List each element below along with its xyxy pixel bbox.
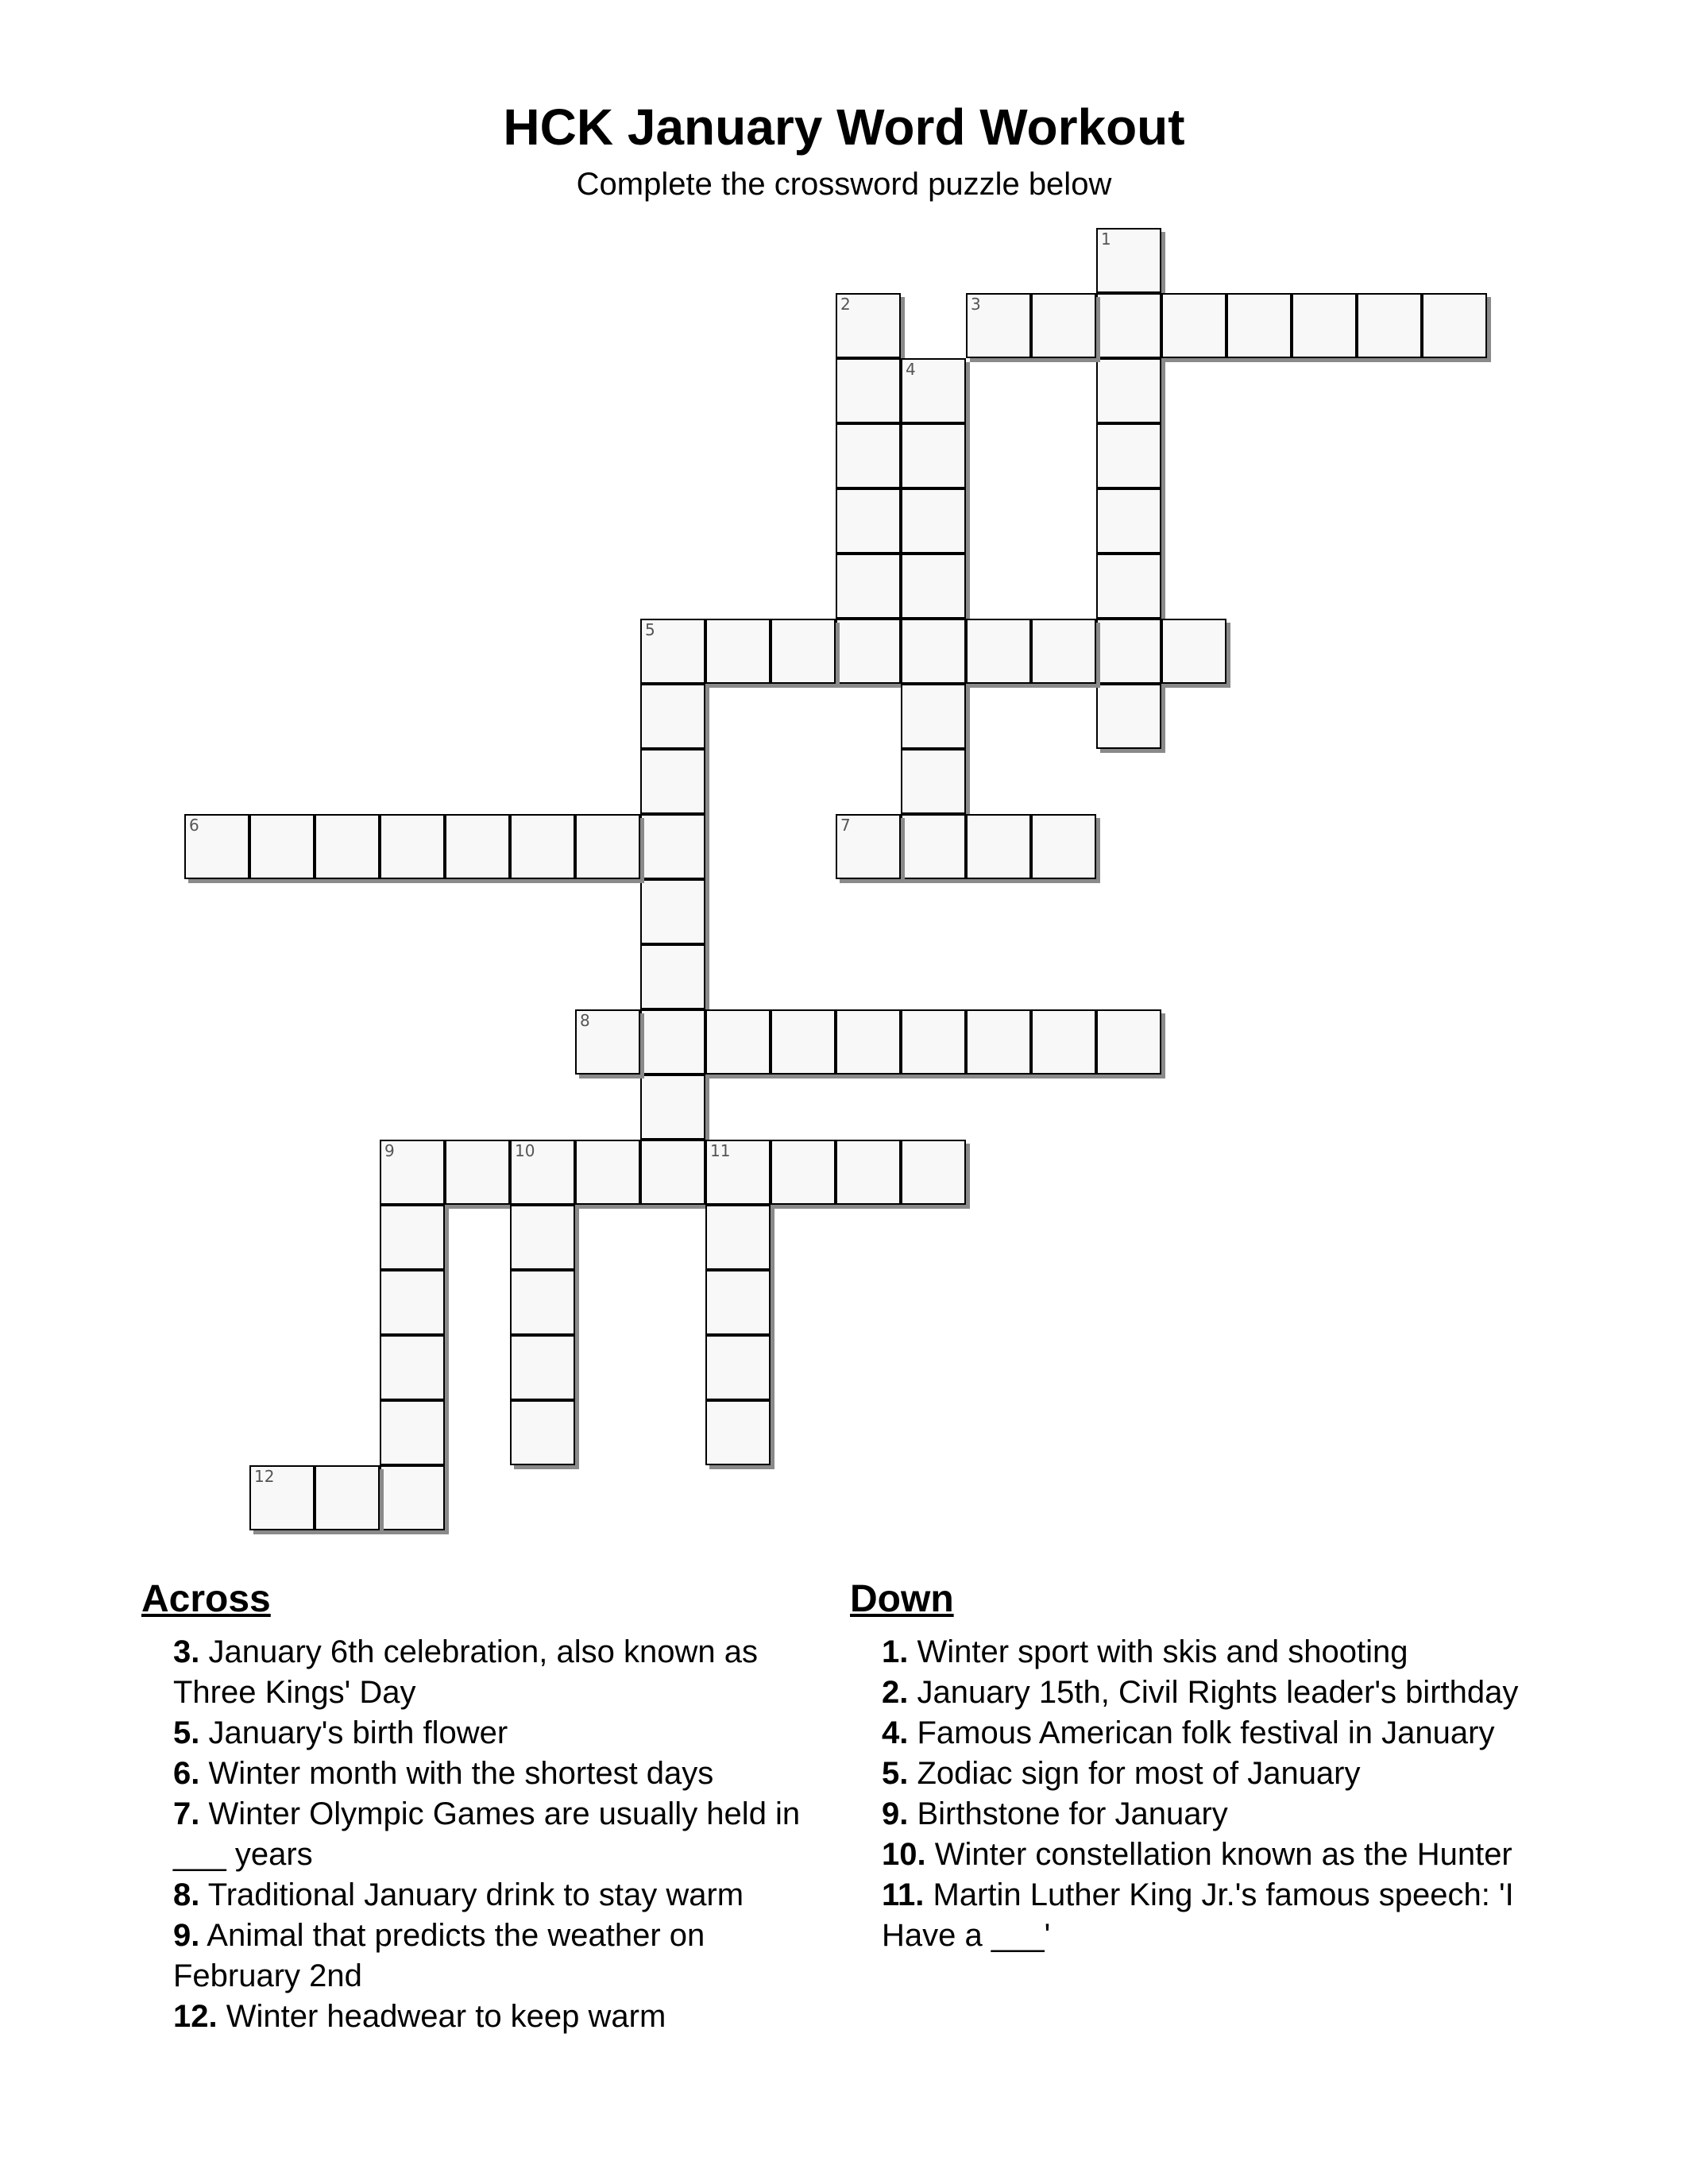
- crossword-cell[interactable]: [315, 814, 380, 879]
- crossword-cell[interactable]: [1422, 293, 1487, 358]
- down-clue: [882, 1713, 1581, 1754]
- clue-text: Traditional January drink to stay warm: [199, 1877, 744, 1912]
- crossword-cell[interactable]: [1357, 293, 1422, 358]
- crossword-cell[interactable]: [1096, 684, 1161, 749]
- crossword-cell[interactable]: [1096, 554, 1161, 619]
- crossword-cell[interactable]: [836, 293, 901, 358]
- crossword-cell[interactable]: [380, 1335, 445, 1400]
- clue-number-label: 5: [645, 620, 655, 639]
- clue-number-label: 1: [1101, 230, 1111, 249]
- crossword-cell[interactable]: [1031, 619, 1096, 684]
- crossword-cell[interactable]: [1096, 293, 1161, 358]
- crossword-cell[interactable]: [380, 814, 445, 879]
- crossword-cell[interactable]: [771, 1140, 836, 1205]
- crossword-cell[interactable]: [836, 358, 901, 423]
- clue-number: 12.: [173, 1999, 218, 2034]
- clue-number-label: 10: [515, 1141, 535, 1160]
- across-heading: Across: [141, 1578, 271, 1620]
- crossword-cell[interactable]: [705, 619, 771, 684]
- crossword-cell[interactable]: [380, 1205, 445, 1270]
- clue-text: Winter headwear to keep warm: [217, 1999, 666, 2034]
- crossword-cell[interactable]: [705, 1400, 771, 1465]
- crossword-cell[interactable]: [640, 879, 705, 944]
- crossword-cell[interactable]: [1096, 619, 1161, 684]
- clue-number: 4.: [882, 1715, 909, 1750]
- crossword-cell[interactable]: [836, 554, 901, 619]
- crossword-cell[interactable]: [771, 619, 836, 684]
- crossword-cell[interactable]: [705, 1205, 771, 1270]
- crossword-cell[interactable]: [249, 814, 315, 879]
- clue-number: 10.: [882, 1837, 926, 1872]
- crossword-cell[interactable]: [901, 684, 966, 749]
- clue-number: 2.: [882, 1675, 909, 1710]
- down-clue-list: [882, 1632, 1581, 1956]
- clue-text: Winter Olympic Games are usually held in ___ years: [173, 1796, 801, 1872]
- crossword-cell[interactable]: [901, 488, 966, 554]
- crossword-cell[interactable]: [705, 1270, 771, 1335]
- across-clue: [173, 1875, 825, 1916]
- crossword-cell[interactable]: [1096, 423, 1161, 488]
- crossword-cell[interactable]: [1161, 619, 1226, 684]
- clue-text: January 6th celebration, also known as Three Kings' Day: [173, 1634, 758, 1710]
- crossword-cell[interactable]: [966, 619, 1031, 684]
- clue-text: January 15th, Civil Rights leader's birthday: [908, 1675, 1519, 1710]
- puzzle-subtitle: Complete the crossword puzzle below: [576, 167, 1112, 202]
- clue-text: Winter constellation known as the Hunter: [925, 1837, 1512, 1872]
- down-clue: [882, 1632, 1581, 1673]
- across-clue-list: [173, 1632, 825, 2037]
- crossword-cell[interactable]: [901, 814, 966, 879]
- down-clue: [882, 1835, 1581, 1875]
- crossword-cell[interactable]: [1226, 293, 1292, 358]
- crossword-cell[interactable]: [380, 1270, 445, 1335]
- clue-text: Animal that predicts the weather on February 2nd: [173, 1918, 705, 1993]
- crossword-cell[interactable]: [575, 814, 640, 879]
- crossword-cell[interactable]: [315, 1465, 380, 1530]
- down-clue: [882, 1673, 1581, 1713]
- crossword-cell[interactable]: [836, 619, 901, 684]
- crossword-cell[interactable]: [510, 1270, 575, 1335]
- crossword-cell[interactable]: [640, 814, 705, 879]
- crossword-cell[interactable]: [575, 1140, 640, 1205]
- crossword-cell[interactable]: [380, 1400, 445, 1465]
- down-heading: Down: [850, 1578, 954, 1620]
- clue-number-label: 8: [580, 1011, 590, 1030]
- clue-text: Winter sport with skis and shooting: [908, 1634, 1408, 1669]
- crossword-cell[interactable]: [836, 1140, 901, 1205]
- crossword-cell[interactable]: [836, 423, 901, 488]
- crossword-cell[interactable]: [1096, 1009, 1161, 1075]
- clue-number-label: 12: [254, 1467, 275, 1486]
- crossword-cell[interactable]: [640, 944, 705, 1009]
- crossword-cell[interactable]: [380, 1465, 445, 1530]
- crossword-cell[interactable]: [249, 1465, 315, 1530]
- crossword-cell[interactable]: [966, 293, 1031, 358]
- clue-text: Famous American folk festival in January: [908, 1715, 1495, 1750]
- crossword-cell[interactable]: [1096, 358, 1161, 423]
- clue-text: Birthstone for January: [908, 1796, 1228, 1831]
- crossword-cell[interactable]: [1031, 1009, 1096, 1075]
- clue-number: 5.: [173, 1715, 200, 1750]
- clue-text: January's birth flower: [199, 1715, 508, 1750]
- down-clue: [882, 1754, 1581, 1794]
- crossword-cell[interactable]: [1096, 228, 1161, 293]
- crossword-cell[interactable]: [966, 814, 1031, 879]
- across-clue: [173, 1916, 825, 1997]
- clue-number: 9.: [173, 1918, 200, 1953]
- crossword-cell[interactable]: [1096, 488, 1161, 554]
- crossword-cell[interactable]: [445, 814, 510, 879]
- crossword-cell[interactable]: [1031, 814, 1096, 879]
- clue-number: 6.: [173, 1756, 200, 1791]
- clue-number-label: 2: [840, 295, 851, 314]
- clue-number: 1.: [882, 1634, 909, 1669]
- clue-number: 5.: [882, 1756, 909, 1791]
- clue-number-label: 6: [189, 816, 199, 835]
- down-clue: [882, 1875, 1581, 1956]
- clue-number-label: 7: [840, 816, 851, 835]
- crossword-cell[interactable]: [705, 1335, 771, 1400]
- crossword-cell[interactable]: [771, 1009, 836, 1075]
- clue-number: 9.: [882, 1796, 909, 1831]
- across-clue: [173, 1713, 825, 1754]
- crossword-cell[interactable]: [640, 619, 705, 684]
- clue-number-label: 11: [710, 1141, 731, 1160]
- crossword-cell[interactable]: [445, 1140, 510, 1205]
- down-clue: [882, 1794, 1581, 1835]
- crossword-cell[interactable]: [510, 1205, 575, 1270]
- crossword-cell[interactable]: [901, 619, 966, 684]
- clue-number: 8.: [173, 1877, 200, 1912]
- clue-number-label: 3: [971, 295, 981, 314]
- crossword-cell[interactable]: [575, 1009, 640, 1075]
- clue-text: Zodiac sign for most of January: [908, 1756, 1361, 1791]
- clue-number: 3.: [173, 1634, 200, 1669]
- crossword-cell[interactable]: [901, 1009, 966, 1075]
- clue-number: 7.: [173, 1796, 200, 1831]
- across-clue: [173, 1754, 825, 1794]
- crossword-cell[interactable]: [1292, 293, 1357, 358]
- crossword-cell[interactable]: [901, 358, 966, 423]
- crossword-cell[interactable]: [836, 488, 901, 554]
- clue-text: Martin Luther King Jr.'s famous speech: 'I Have a ___': [882, 1877, 1514, 1953]
- crossword-cell[interactable]: [836, 814, 901, 879]
- crossword-cell[interactable]: [836, 1009, 901, 1075]
- clue-number-label: 4: [906, 360, 916, 379]
- crossword-cell[interactable]: [1161, 293, 1226, 358]
- clue-number-label: 9: [384, 1141, 395, 1160]
- across-clue: [173, 1997, 825, 2037]
- crossword-cell[interactable]: [901, 1140, 966, 1205]
- clue-number: 11.: [882, 1877, 925, 1912]
- crossword-cell[interactable]: [510, 1140, 575, 1205]
- crossword-cell[interactable]: [640, 749, 705, 814]
- crossword-cell[interactable]: [640, 1140, 705, 1205]
- crossword-cell[interactable]: [966, 1009, 1031, 1075]
- crossword-cell[interactable]: [1031, 293, 1096, 358]
- crossword-cell[interactable]: [705, 1009, 771, 1075]
- clue-text: Winter month with the shortest days: [199, 1756, 714, 1791]
- crossword-cell[interactable]: [640, 1075, 705, 1140]
- crossword-cell[interactable]: [380, 1140, 445, 1205]
- crossword-cell[interactable]: [901, 554, 966, 619]
- across-clue: [173, 1794, 825, 1875]
- crossword-cell[interactable]: [510, 1400, 575, 1465]
- crossword-cell[interactable]: [510, 1335, 575, 1400]
- crossword-cell[interactable]: [901, 749, 966, 814]
- crossword-cell[interactable]: [640, 684, 705, 749]
- crossword-cell[interactable]: [510, 814, 575, 879]
- puzzle-title: HCK January Word Workout: [503, 98, 1185, 156]
- crossword-cell[interactable]: [184, 814, 249, 879]
- crossword-cell[interactable]: [705, 1140, 771, 1205]
- crossword-cell[interactable]: [901, 423, 966, 488]
- crossword-cell[interactable]: [640, 1009, 705, 1075]
- across-clue: [173, 1632, 825, 1713]
